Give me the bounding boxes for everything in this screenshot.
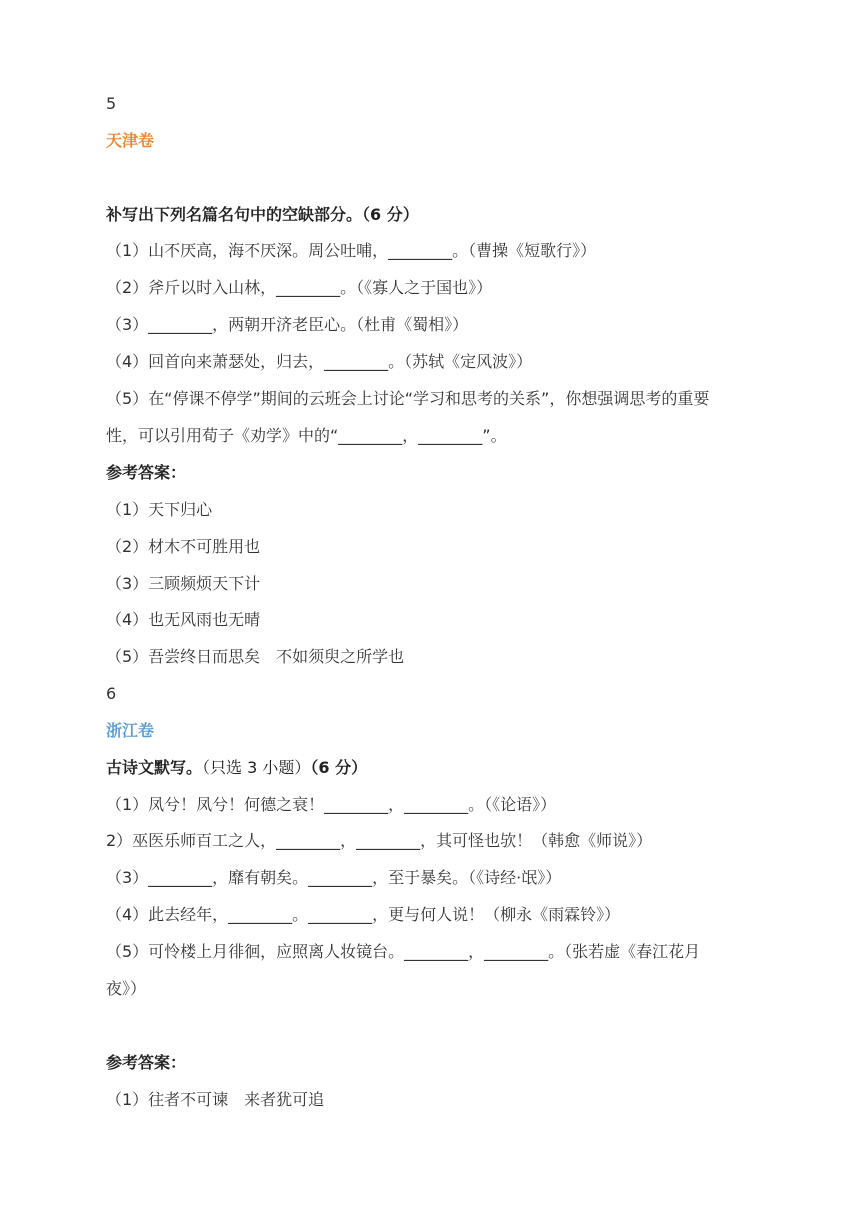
answer-label: 参考答案： bbox=[106, 463, 187, 482]
question-item: （5）在“停课不停学”期间的云班会上讨论“学习和思考的关系”，你想强调思考的重要 bbox=[106, 389, 710, 408]
answer-item: （4）也无风雨也无晴 bbox=[106, 610, 261, 629]
question-item-continued: 性，可以引用荀子《劝学》中的“________，________”。 bbox=[106, 426, 507, 445]
answer-label: 参考答案： bbox=[106, 1053, 187, 1072]
section-title-tianjin: 天津卷 bbox=[106, 131, 155, 150]
question-number: 6 bbox=[106, 684, 117, 703]
answer-item: （5）吾尝终日而思矣 不如须臾之所学也 bbox=[106, 647, 405, 666]
question-item: 2）巫医乐师百工之人，________，________，其可怪也欤！（韩愈《师说》） bbox=[106, 831, 653, 850]
answer-item: （1）天下归心 bbox=[106, 500, 213, 519]
section-title-zhejiang: 浙江卷 bbox=[106, 721, 155, 740]
question-number: 5 bbox=[106, 94, 117, 113]
question-item: （1）凤兮！凤兮！何德之衰！________，________。（《论语》） bbox=[106, 795, 557, 814]
answer-item: （2）材木不可胜用也 bbox=[106, 537, 261, 556]
question-item: （2）斧斤以时入山林，________。（《寡人之于国也》） bbox=[106, 278, 493, 297]
question-item: （3）________，靡有朝矣。________，至于暴矣。（《诗经·氓》） bbox=[106, 868, 562, 887]
instruction-score: （6 分） bbox=[310, 758, 368, 777]
question-item: （1）山不厌高，海不厌深。周公吐哺，________。（曹操《短歌行》） bbox=[106, 241, 597, 260]
question-item: （3）________，两朝开济老臣心。（杜甫《蜀相》） bbox=[106, 315, 469, 334]
question-item: （5）可怜楼上月徘徊，应照离人妆镜台。________，________。（张若虚《春江花月 bbox=[106, 942, 701, 961]
instruction-main: 古诗文默写。 bbox=[106, 758, 203, 777]
answer-item: （1）往者不可谏 来者犹可追 bbox=[106, 1090, 325, 1109]
question-item-continued: 夜》） bbox=[106, 979, 147, 998]
question-item: （4）回首向来萧瑟处，归去，________。（苏轼《定风波》） bbox=[106, 352, 533, 371]
answer-item: （3）三顾频烦天下计 bbox=[106, 574, 261, 593]
question-instruction bbox=[106, 756, 367, 780]
question-item: （4）此去经年，________。________，更与何人说！（柳永《雨霖铃》） bbox=[106, 905, 621, 924]
instruction-note: （只选 3 小题） bbox=[202, 758, 311, 777]
question-instruction: 补写出下列名篇名句中的空缺部分。（6 分） bbox=[106, 205, 419, 224]
